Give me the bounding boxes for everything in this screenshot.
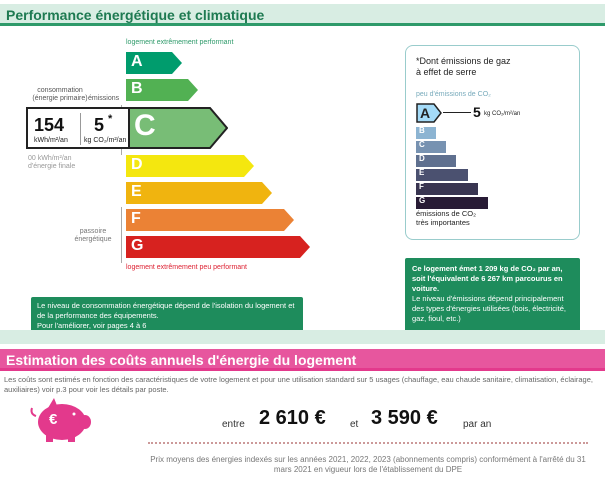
energy-class-F-bar [126,209,294,231]
energy-class-C-letter: C [134,109,156,142]
ges-class-G-bar [416,196,488,208]
energy-info-note: Le niveau de consommation énergétique dépend de l'isolation du logement et de la performance des équipements. Pour l'améliorer, voir pages 4 à 6 [31,297,303,340]
costs-low-value: 2 610 € [259,407,326,429]
costs-high-value: 3 590 € [371,407,438,429]
ges-class-D-letter: D [419,154,425,163]
ges-high-label: émissions de CO₂ très importantes [416,209,477,227]
ges-class-B-letter: B [419,126,425,135]
ges-current-value: 5 [473,104,481,120]
consumption-unit: kWh/m²/an [34,137,68,144]
ges-pointer-line [443,112,471,113]
energy-section-footer-band [0,330,605,344]
energy-class-A-bar [126,52,182,74]
energy-class-G-bar [126,236,310,258]
ges-low-label: peu d'émissions de CO₂ [416,91,491,98]
current-performance-box [26,107,130,149]
top-performance-label: logement extrêmement performant [126,39,234,46]
passoire-label: passoire énergétique [74,228,112,243]
ges-class-C-letter: C [419,140,425,149]
final-energy-label: 00 kWh/m²/an d'énergie finale [28,155,76,170]
ges-class-D-bar [416,154,456,166]
ges-class-F-letter: F [419,182,424,191]
costs-description: Les coûts sont estimés en fonction des caractéristiques de votre logement et pour une utilisation standard sur 5 usages (chauffage, eau chaude sanitaire, climatisation, éclairage, auxiliaires) voir p.3 pour voir les détails par poste. [4,375,593,394]
costs-between-label: entre [222,419,245,430]
energy-class-C-bar-current [126,107,228,149]
ges-class-B-bar [416,126,436,138]
costs-footnote: Prix moyens des énergies indexés sur les années 2021, 2022, 2023 (abonnements compris) conformément à l'arrêté du 31 mars 2021 en vigueur lors de l'établissement du DPE [150,455,586,474]
ges-title: *Dont émissions de gaz à effet de serre [416,56,511,77]
ges-class-A-current [416,103,442,123]
costs-and-label: et [350,419,359,430]
energy-costs-section [0,345,605,480]
ges-class-E-bar [416,168,468,180]
ges-class-F-bar [416,182,478,194]
energy-class-F-letter: F [131,210,141,227]
energy-class-B-bar [126,79,198,101]
ges-info-note [405,258,580,336]
energy-class-A-letter: A [131,53,143,70]
ges-info-bold: Ce logement émet 1 209 kg de CO₂ par an, soit l'équivalent de 6 267 km parcourus en voiture. [412,264,563,293]
energy-section-title: Performance énergétique et climatique [6,7,265,23]
energy-class-D-letter: D [131,156,143,173]
consumption-value: 154 [34,115,65,135]
emissions-star: * [108,113,113,125]
value-divider [80,113,81,145]
bottom-performance-label: logement extrêmement peu performant [126,264,248,271]
piggy-bank-icon [28,398,100,449]
energy-class-E-bar [126,182,272,204]
emissions-unit: kg CO₂/m²/an [84,137,127,144]
costs-per-year-label: par an [463,419,492,430]
energy-class-E-letter: E [131,183,142,200]
ges-class-E-letter: E [419,168,425,177]
energy-class-G-letter: G [131,237,144,254]
ges-info-text: Le niveau d'émissions dépend principalement des types d'énergies utilisées (bois, électricité, gaz, fioul, etc.) [412,294,567,323]
passoire-divider-line [121,207,122,263]
emissions-column-label: émissions [88,95,120,102]
ges-current-unit: kg CO₂/m²/an [484,111,521,117]
energy-class-D-bar [126,155,254,177]
consumption-column-label: consommation (énergie primaire) [32,87,88,102]
euro-symbol: € [49,411,58,428]
costs-section-title: Estimation des coûts annuels d'énergie du logement [6,352,357,368]
energy-section-header [0,4,605,26]
energy-class-B-letter: B [131,80,143,97]
ges-current-letter: A [420,105,431,121]
ges-panel [405,45,580,240]
emissions-value: 5 [94,115,105,135]
costs-dotted-separator [148,442,588,444]
costs-section-header [0,349,605,371]
ges-class-G-letter: G [419,196,426,205]
ges-class-C-bar [416,140,446,152]
